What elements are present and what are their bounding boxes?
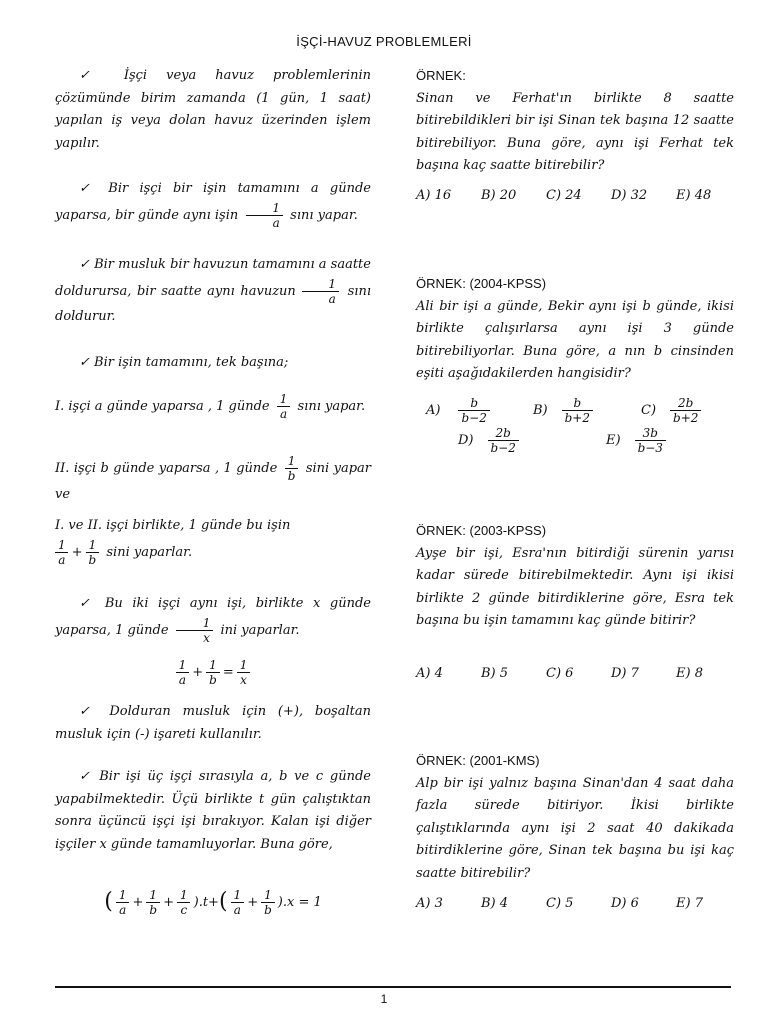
option-e: E) $\frac{3b}{b-3}$ [606, 426, 669, 455]
checkmark-icon: ✓ [79, 704, 98, 719]
option-a: A) 16 [416, 188, 452, 203]
option-b: B) 4 [481, 896, 509, 911]
checkmark-icon: ✓ [79, 769, 93, 784]
checkmark-icon: ✓ [79, 355, 90, 370]
footer-divider [55, 986, 731, 988]
example-heading: ÖRNEK: (2003-KPSS) [416, 523, 547, 538]
option-e: E) 7 [676, 896, 703, 911]
example-3-options [416, 663, 741, 686]
fraction-1-over-b: $\frac{1}{b}$ [206, 658, 220, 687]
page-title: İŞÇİ-HAVUZ PROBLEMLERİ [296, 34, 472, 49]
option-b: B) 20 [481, 188, 517, 203]
example-heading: ÖRNEK: (2004-KPSS) [416, 276, 547, 291]
example-3 [416, 520, 734, 633]
example-question: Alp bir işi yalnız başına Sinan'dan 4 saat daha fazla sürede bitiriyor. İkisi birlikte çalıştıklarında aynı işi 2 saat 40 dakikada bitirdiklerine göre, Sinan tek başına bu işi kaç saatte bitirebilir? [416, 775, 734, 881]
example-1 [416, 65, 734, 178]
option-d: D) 6 [611, 896, 639, 911]
example-2 [416, 273, 734, 386]
three-workers-paragraph: ✓ Bir işi üç işçi sırasıyla a, b ve c günde yapabilmektedir. Üçü birlikte t gün çalıştıktan sonra üçüncü işçi işi bırakıyor. Kalan işi diğer işçiler x günde tamamluyorlar. Buna göre, [55, 769, 371, 852]
example-question: Sinan ve Ferhat'ın birlikte 8 saatte bitirebildikleri bir işi Sinan tek başına 12 saatte bitirebiliyor. Buna göre, aynı işi Ferhat tek başına kaç saatte bitirebilir? [416, 90, 734, 174]
example-question: Ali bir işi a günde, Bekir aynı işi b günde, ikisi birlikte çalışırlarsa aynı işi 3 günde bitirebiliyorlar. Buna göre, a nın b cinsinden eşiti aşağıdakilerden hangisidir? [416, 298, 734, 382]
checkmark-icon: ✓ [79, 596, 96, 611]
fraction-1-over-b: $\frac{1}{b}$ [261, 888, 275, 917]
fraction-1-over-b: $\frac{1}{b}$ [285, 454, 299, 483]
example-4-options [416, 893, 741, 916]
option-e: E) 8 [676, 666, 703, 681]
intro-paragraph: ✓ İşçi veya havuz problemlerinin çözümünde birim zamanda (1 gün, 1 saat) yapılan iş veya dolan havuz üzerinden işlem yapılır. [55, 68, 371, 151]
option-b: B) $\frac{b}{b+2}$ [533, 396, 596, 425]
example-1-options [416, 185, 741, 208]
three-workers-equation: ( $\frac{1}{a}$ + $\frac{1}{b}$ + $\frac{1}{c}$ ).t+( $\frac{1}{a}$ + $\frac{1}{b}$ ).x = 1 [104, 888, 322, 917]
option-b: B) 5 [481, 666, 509, 681]
fraction-1-over-a: $\frac{1}{a}$ [301, 277, 339, 306]
example-question: Ayşe bir işi, Esra'nın bitirdiği sürenin yarısı kadar sürede bitirebilmektedir. Aynı işi ikisi birlikte 2 günde bitirdiklerine göre, Esra tek başına bu işin tamamını kaç günde bitirir? [416, 545, 734, 629]
example-heading: ÖRNEK: (2001-KMS) [416, 753, 540, 768]
option-a: A) 4 [416, 666, 443, 681]
example-4 [416, 750, 734, 886]
option-c: C) 6 [546, 666, 574, 681]
fraction-1-over-a: $\frac{1}{a}$ [176, 658, 190, 687]
alone-rule-paragraph: ✓ Bir işin tamamını, tek başına; [79, 355, 289, 370]
fraction-1-over-c: $\frac{1}{c}$ [177, 888, 191, 917]
fraction-1-over-b: $\frac{1}{b}$ [146, 888, 160, 917]
option-a: A) 3 [416, 896, 443, 911]
together-paragraph: I. ve II. işçi birlikte, 1 günde bu işin $\frac{1}{a}$ + $\frac{1}{b}$ sini yaparlar. [55, 518, 291, 567]
fraction-1-over-x: $\frac{1}{x}$ [176, 616, 214, 645]
page-number: 1 [380, 992, 388, 1006]
fraction-1-over-a: $\frac{1}{a}$ [277, 392, 291, 421]
option-c: C) $\frac{2b}{b+2}$ [641, 396, 704, 425]
checkmark-icon: ✓ [79, 181, 98, 196]
option-c: C) 5 [546, 896, 574, 911]
option-e: E) 48 [676, 188, 712, 203]
option-d: D) 32 [611, 188, 648, 203]
example-heading: ÖRNEK: [416, 68, 466, 83]
fraction-1-over-a: $\frac{1}{a}$ [245, 201, 283, 230]
option-c: C) 24 [546, 188, 582, 203]
option-d: D) 7 [611, 666, 639, 681]
worker-rule-paragraph: ✓ Bir işçi bir işin tamamını a günde yaparsa, bir günde aynı işin $\frac{1}{a}$ sını yapar. [55, 181, 371, 230]
faucet-rule-paragraph: ✓ Bir musluk bir havuzun tamamını a saatte doldurursa, bir saatte aynı havuzun $\frac{1}{a}$ sını doldurur. [55, 257, 371, 324]
sign-rule-paragraph: ✓ Dolduran musluk için (+), boşaltan musluk için (-) işareti kullanılır. [55, 704, 371, 742]
two-workers-paragraph: ✓ Bu iki işçi aynı işi, birlikte x günde yaparsa, 1 günde $\frac{1}{x}$ ini yaparlar. [55, 596, 371, 645]
checkmark-icon: ✓ [79, 68, 105, 83]
fraction-1-over-b: $\frac{1}{b}$ [86, 538, 100, 567]
checkmark-icon: ✓ [79, 257, 90, 272]
sum-equation: $\frac{1}{a}$ + $\frac{1}{b}$ = $\frac{1}{x}$ [55, 658, 371, 687]
fraction-1-over-a: $\frac{1}{a}$ [55, 538, 69, 567]
fraction-1-over-a: $\frac{1}{a}$ [116, 888, 130, 917]
option-a: A) $\frac{b}{b-2}$ [426, 396, 493, 425]
option-d: D) $\frac{2b}{b-2}$ [458, 426, 522, 455]
fraction-1-over-x: $\frac{1}{x}$ [237, 658, 251, 687]
worker-one-paragraph: I. işçi a günde yaparsa , 1 günde $\frac{1}{a}$ sını yapar. [55, 392, 366, 421]
worker-two-paragraph: II. işçi b günde yaparsa , 1 günde $\frac{1}{b}$ sini yapar ve [55, 454, 371, 502]
fraction-1-over-a: $\frac{1}{a}$ [231, 888, 245, 917]
